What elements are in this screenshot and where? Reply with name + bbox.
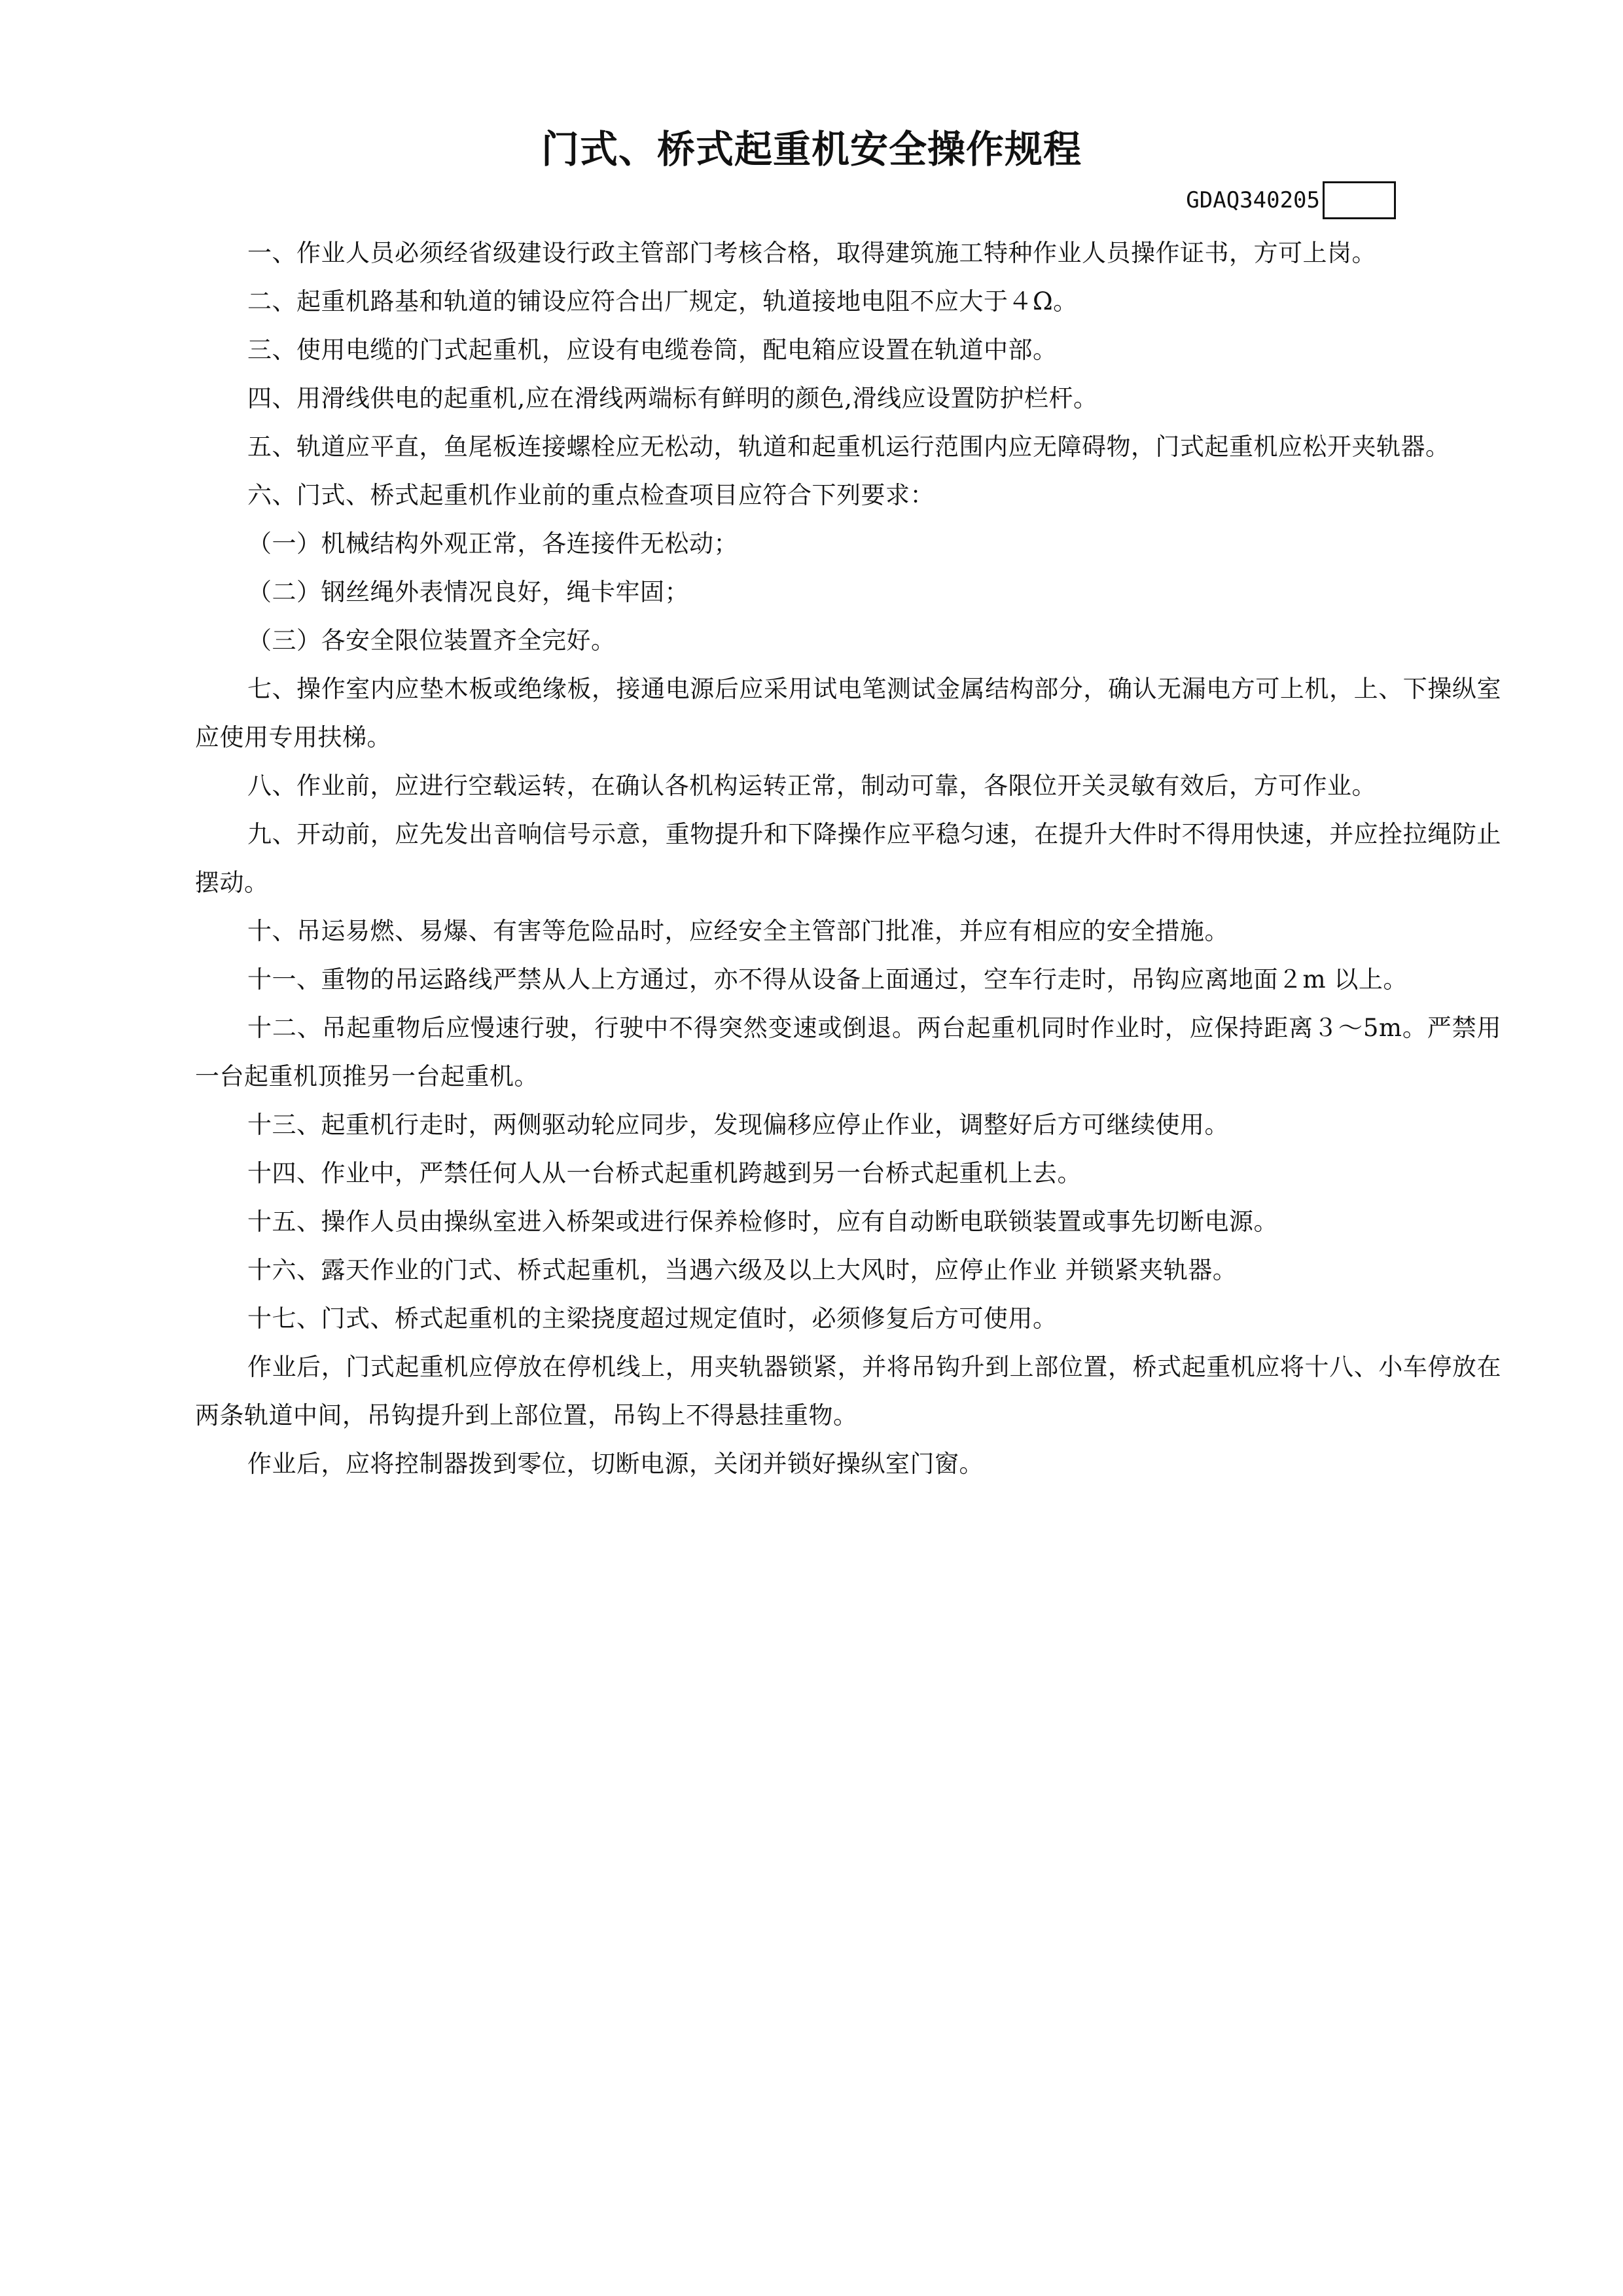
document-code-row <box>1186 179 1396 221</box>
document-title: 门式、桥式起重机安全操作规程 <box>541 127 1082 171</box>
paragraph-after-work-1: 作业后，门式起重机应停放在停机线上，用夹轨器锁紧，并将吊钩升到上部位置，桥式起重机应将十八、小车停放在两条轨道中间，吊钩提升到上部位置，吊钩上不得悬挂重物。 <box>195 1353 1501 1429</box>
paragraph-4: 四、用滑线供电的起重机,应在滑线两端标有鲜明的颜色,滑线应设置防护栏杆。 <box>247 384 1098 412</box>
paragraph-12: 十二、吊起重物后应慢速行驶，行驶中不得突然变速或倒退。两台起重机同时作业时，应保持距离３～5m。严禁用一台起重机顶推另一台起重机。 <box>195 1014 1501 1090</box>
paragraph-1: 一、作业人员必须经省级建设行政主管部门考核合格，取得建筑施工特种作业人员操作证书，方可上岗。 <box>247 239 1376 267</box>
sub-item-2: （二）钢丝绳外表情况良好，绳卡牢固； <box>247 578 689 606</box>
paragraph-3: 三、使用电缆的门式起重机，应设有电缆卷筒，配电箱应设置在轨道中部。 <box>247 336 1058 364</box>
paragraph-10: 十、吊运易燃、易爆、有害等危险品时，应经安全主管部门批准，并应有相应的安全措施。 <box>247 917 1229 945</box>
paragraph-14: 十四、作业中，严禁任何人从一台桥式起重机跨越到另一台桥式起重机上去。 <box>247 1159 1082 1187</box>
paragraph-2: 二、起重机路基和轨道的铺设应符合出厂规定，轨道接地电阻不应大于４Ω。 <box>247 287 1078 315</box>
paragraph-8: 八、作业前，应进行空载运转，在确认各机构运转正常，制动可靠，各限位开关灵敏有效后，方可作业。 <box>247 772 1376 800</box>
paragraph-17: 十七、门式、桥式起重机的主梁挠度超过规定值时，必须修复后方可使用。 <box>247 1304 1058 1333</box>
sub-item-1: （一）机械结构外观正常，各连接件无松动； <box>247 529 738 558</box>
paragraph-11: 十一、重物的吊运路线严禁从人上方通过，亦不得从设备上面通过，空车行走时，吊钩应离地面２m 以上。 <box>247 965 1408 994</box>
code-suffix-box <box>1323 181 1396 219</box>
paragraph-13: 十三、起重机行走时，两侧驱动轮应同步，发现偏移应停止作业，调整好后方可继续使用。 <box>247 1111 1229 1139</box>
document-code: GDAQ340205 <box>1186 187 1320 213</box>
paragraph-7: 七、操作室内应垫木板或绝缘板，接通电源后应采用试电笔测试金属结构部分，确认无漏电方可上机，上、下操纵室应使用专用扶梯。 <box>195 675 1501 751</box>
paragraph-16: 十六、露天作业的门式、桥式起重机，当遇六级及以上大风时，应停止作业 并锁紧夹轨器。 <box>247 1256 1238 1284</box>
paragraph-9: 九、开动前，应先发出音响信号示意，重物提升和下降操作应平稳匀速，在提升大件时不得用快速，并应拴拉绳防止摆动。 <box>195 820 1501 897</box>
document-body <box>195 229 1501 1488</box>
paragraph-6: 六、门式、桥式起重机作业前的重点检查项目应符合下列要求： <box>247 481 935 509</box>
paragraph-after-work-2: 作业后，应将控制器拨到零位，切断电源，关闭并锁好操纵室门窗。 <box>247 1450 984 1478</box>
paragraph-15: 十五、操作人员由操纵室进入桥架或进行保养检修时，应有自动断电联锁装置或事先切断电源。 <box>247 1208 1278 1236</box>
sub-item-3: （三）各安全限位装置齐全完好。 <box>247 626 616 655</box>
paragraph-5: 五、轨道应平直，鱼尾板连接螺栓应无松动，轨道和起重机运行范围内应无障碍物，门式起重机应松开夹轨器。 <box>247 433 1450 461</box>
